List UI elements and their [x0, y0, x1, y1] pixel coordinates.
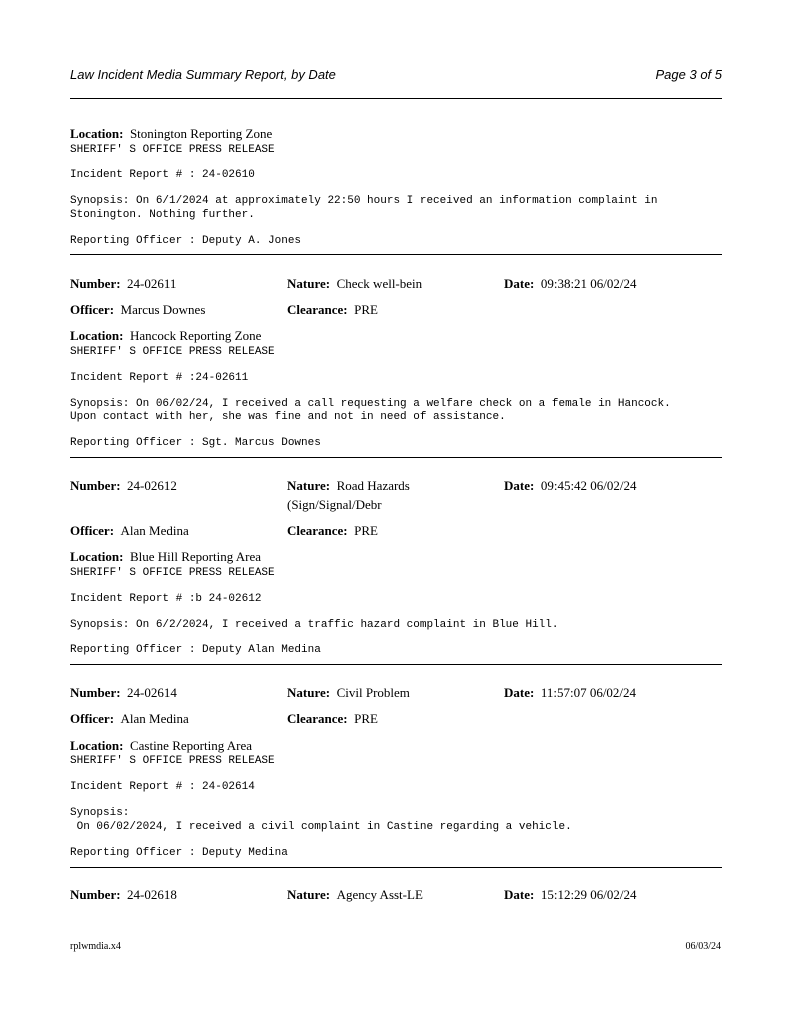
entry-divider	[70, 254, 722, 255]
reporting-officer-line: Reporting Officer : Deputy Medina	[70, 847, 288, 859]
nature-field	[287, 276, 422, 292]
officer-value: Alan Medina	[120, 711, 189, 726]
entry-divider	[70, 664, 722, 665]
location-label: Location:	[70, 738, 124, 753]
nature-value: Check well-bein	[336, 276, 423, 291]
nature-label: Nature:	[287, 478, 331, 493]
location-value: Stonington Reporting Zone	[129, 126, 273, 141]
officer-label: Officer:	[70, 302, 115, 317]
date-value: 09:45:42 06/02/24	[540, 478, 637, 493]
date-field	[504, 276, 637, 292]
number-field	[70, 276, 176, 292]
date-value: 09:38:21 06/02/24	[540, 276, 637, 291]
date-label: Date:	[504, 685, 535, 700]
reporting-officer-line: Reporting Officer : Deputy Alan Medina	[70, 644, 321, 656]
footer-report-code: rplwmdia.x4	[70, 941, 121, 952]
date-label: Date:	[504, 276, 535, 291]
clearance-field	[287, 523, 378, 539]
reporting-officer-line: Reporting Officer : Sgt. Marcus Downes	[70, 437, 321, 449]
clearance-value: PRE	[354, 523, 378, 538]
incident-report-line: Incident Report # : 24-02614	[70, 781, 255, 793]
nature-label: Nature:	[287, 276, 331, 291]
synopsis-line: Synopsis: On 6/1/2024 at approximately 22:50 hours I received an information complaint in	[70, 195, 658, 207]
location-value: Hancock Reporting Zone	[129, 328, 262, 343]
press-release-line: SHERIFF' S OFFICE PRESS RELEASE	[70, 755, 275, 767]
number-label: Number:	[70, 887, 121, 902]
report-title: Law Incident Media Summary Report, by Date	[70, 67, 336, 82]
officer-field	[70, 711, 189, 727]
officer-value: Alan Medina	[120, 523, 189, 538]
clearance-label: Clearance:	[287, 711, 348, 726]
officer-field	[70, 523, 189, 539]
footer-print-date: 06/03/24	[685, 941, 721, 952]
entry-divider	[70, 457, 722, 458]
number-label: Number:	[70, 685, 121, 700]
incident-report-line: Incident Report # :b 24-02612	[70, 593, 262, 605]
synopsis-line: Synopsis: On 06/02/24, I received a call requesting a welfare check on a female in Hancock.	[70, 398, 671, 410]
clearance-value: PRE	[354, 302, 378, 317]
location-label: Location:	[70, 126, 124, 141]
clearance-field	[287, 711, 378, 727]
clearance-field	[287, 302, 378, 318]
reporting-officer-line: Reporting Officer : Deputy A. Jones	[70, 235, 302, 247]
nature-label: Nature:	[287, 887, 331, 902]
press-release-line: SHERIFF' S OFFICE PRESS RELEASE	[70, 144, 275, 156]
nature-value: Agency Asst-LE	[336, 887, 423, 902]
number-field	[70, 887, 177, 903]
number-value: 24-02612	[127, 478, 177, 493]
clearance-label: Clearance:	[287, 523, 348, 538]
location-value: Blue Hill Reporting Area	[129, 549, 262, 564]
location-line	[70, 549, 261, 565]
location-label: Location:	[70, 328, 124, 343]
location-line	[70, 328, 261, 344]
synopsis-line: Upon contact with her, she was fine and not in need of assistance.	[70, 411, 506, 423]
number-label: Number:	[70, 276, 121, 291]
synopsis-line: Synopsis: On 6/2/2024, I received a traffic hazard complaint in Blue Hill.	[70, 619, 559, 631]
number-value: 24-02614	[127, 685, 177, 700]
nature-field	[287, 478, 410, 494]
number-field	[70, 478, 177, 494]
date-value: 15:12:29 06/02/24	[540, 887, 637, 902]
synopsis-line: On 06/02/2024, I received a civil complaint in Castine regarding a vehicle.	[70, 821, 572, 833]
date-field	[504, 478, 637, 494]
press-release-line: SHERIFF' S OFFICE PRESS RELEASE	[70, 346, 275, 358]
nature-label: Nature:	[287, 685, 331, 700]
nature-value: Road Hazards	[336, 478, 410, 493]
officer-label: Officer:	[70, 523, 115, 538]
location-label: Location:	[70, 549, 124, 564]
number-label: Number:	[70, 478, 121, 493]
date-value: 11:57:07 06/02/24	[540, 685, 637, 700]
page-number: Page 3 of 5	[655, 67, 722, 82]
nature-field	[287, 685, 410, 701]
date-field	[504, 887, 637, 903]
header-divider	[70, 98, 722, 99]
nature-value-continued: (Sign/Signal/Debr	[287, 497, 382, 512]
clearance-value: PRE	[354, 711, 378, 726]
synopsis-line: Stonington. Nothing further.	[70, 209, 255, 221]
officer-label: Officer:	[70, 711, 115, 726]
press-release-line: SHERIFF' S OFFICE PRESS RELEASE	[70, 567, 275, 579]
number-value: 24-02618	[127, 887, 177, 902]
incident-report-line: Incident Report # :24-02611	[70, 372, 249, 384]
date-label: Date:	[504, 478, 535, 493]
officer-field	[70, 302, 205, 318]
entry-divider	[70, 867, 722, 868]
incident-report-line: Incident Report # : 24-02610	[70, 169, 255, 181]
officer-value: Marcus Downes	[120, 302, 206, 317]
date-label: Date:	[504, 887, 535, 902]
location-line	[70, 126, 272, 142]
nature-field	[287, 887, 423, 903]
nature-value: Civil Problem	[336, 685, 410, 700]
location-value: Castine Reporting Area	[129, 738, 252, 753]
location-line	[70, 738, 252, 754]
synopsis-line: Synopsis:	[70, 807, 130, 819]
number-field	[70, 685, 177, 701]
clearance-label: Clearance:	[287, 302, 348, 317]
number-value: 24-02611	[127, 276, 177, 291]
date-field	[504, 685, 636, 701]
